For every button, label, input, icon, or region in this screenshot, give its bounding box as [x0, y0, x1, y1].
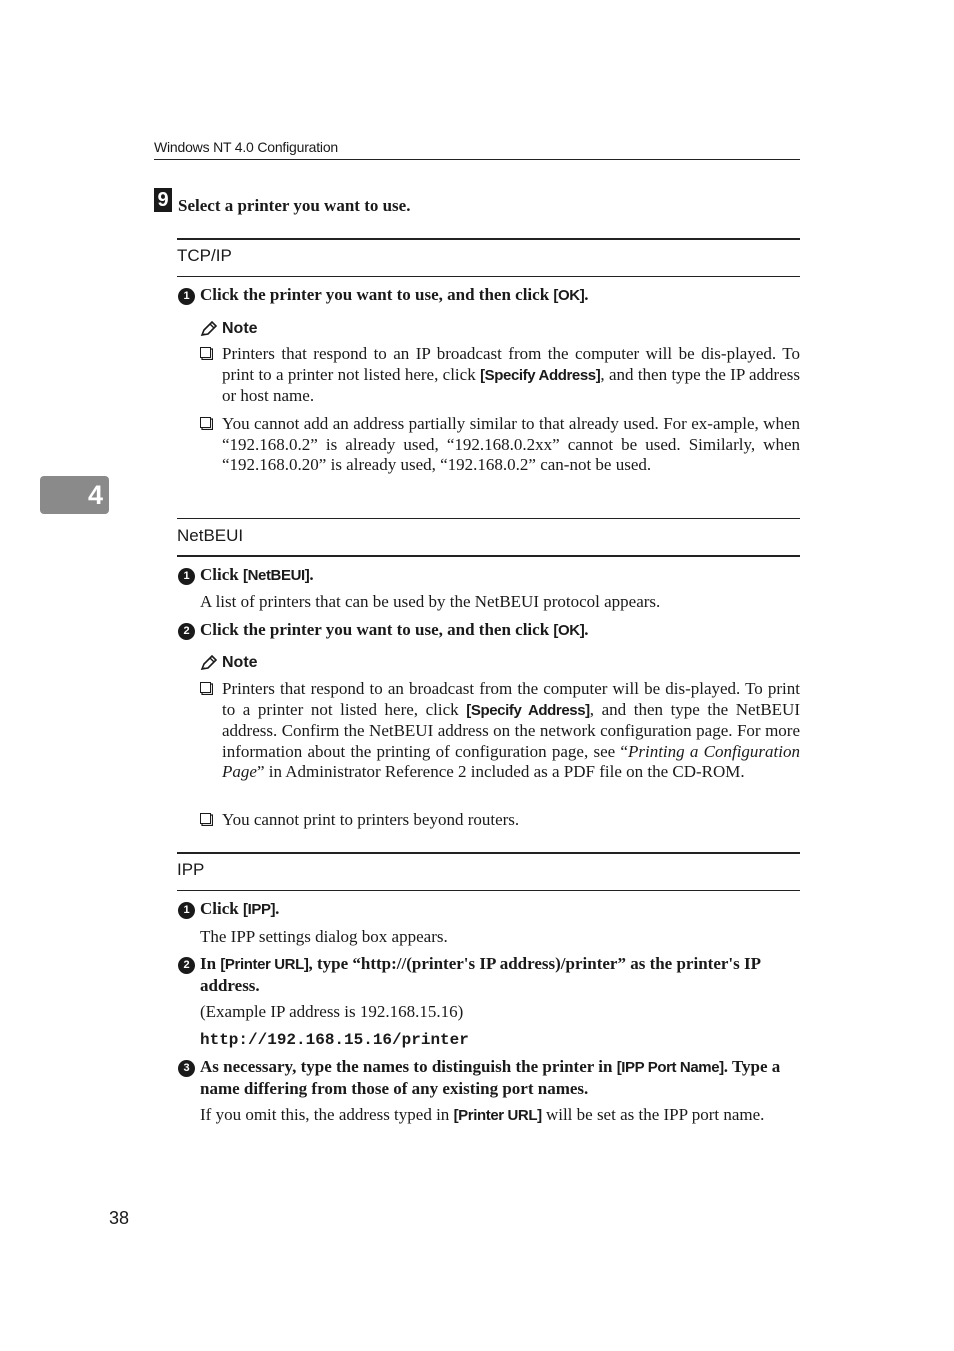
- checkbox-bullet-icon: [200, 347, 213, 360]
- tcpip-note-2: You cannot add an address partially similar to that already used. For ex-ample, when “192.168.0.2” is already used, “192.168.0.2xx” cannot be used. Similarly, when “192.168.0.20” is already used, “192.168.0.2” can-not be used.: [222, 414, 800, 475]
- section-rule-top: [177, 518, 800, 519]
- step-number-badge: 9: [154, 188, 172, 212]
- document-reference: Printing a Configuration Page: [222, 741, 800, 782]
- netbeui-note-2: You cannot print to printers beyond routers.: [222, 810, 520, 829]
- substep-number-badge: 2: [178, 623, 195, 640]
- substep-number-badge: 1: [178, 568, 195, 585]
- ipp-example-url: http://192.168.15.16/printer: [200, 1031, 469, 1049]
- ipp-substep-1: Click [IPP].: [200, 899, 280, 918]
- note-heading: Note: [200, 654, 258, 672]
- ipp-substep-3-description: If you omit this, the address typed in [Printer URL] will be set as the IPP port name.: [200, 1105, 765, 1124]
- ipp-substep-2: In [Printer URL], type “http://(printer's IP address)/printer” as the printer's IP address.: [200, 954, 761, 995]
- substep-number-badge: 2: [178, 957, 195, 974]
- printer-url-field-ref: [Printer URL]: [453, 1107, 542, 1124]
- section-title-tcpip: TCP/IP: [177, 246, 232, 265]
- note-heading: Note: [200, 320, 258, 338]
- section-rule-top: [177, 238, 800, 240]
- section-rule-bottom: [177, 276, 800, 277]
- substep-number-badge: 1: [178, 288, 195, 305]
- ipp-port-name-field-ref: [IPP Port Name]: [616, 1059, 724, 1076]
- section-rule-bottom: [177, 555, 800, 557]
- step-instruction: Select a printer you want to use.: [178, 196, 411, 215]
- pencil-note-icon: [200, 655, 218, 671]
- section-title-ipp: IPP: [177, 860, 205, 879]
- ok-button-ref: [OK]: [553, 287, 585, 304]
- specify-address-button-ref: [Specify Address]: [466, 701, 590, 719]
- ipp-substep-1-description: The IPP settings dialog box appears.: [200, 927, 448, 946]
- substep-number-badge: 1: [178, 902, 195, 919]
- specify-address-button-ref: [Specify Address]: [480, 366, 601, 384]
- ipp-substep-3: As necessary, type the names to distinguish the printer in [IPP Port Name]. Type a name differing from those of any existing port names.: [200, 1057, 781, 1098]
- netbeui-substep-1: Click [NetBEUI].: [200, 565, 314, 584]
- tcpip-substep-1: Click the printer you want to use, and then click [OK].: [200, 285, 589, 304]
- header-rule: [154, 159, 800, 160]
- netbeui-substep-1-description: A list of printers that can be used by the NetBEUI protocol appears.: [200, 592, 661, 611]
- printer-url-field-ref: [Printer URL]: [220, 956, 309, 973]
- running-header: Windows NT 4.0 Configuration: [154, 139, 339, 155]
- netbeui-button-ref: [NetBEUI]: [242, 567, 310, 584]
- checkbox-bullet-icon: [200, 682, 213, 695]
- section-rule-top: [177, 852, 800, 854]
- section-title-netbeui: NetBEUI: [177, 526, 244, 545]
- chapter-tab: 4: [40, 476, 109, 514]
- checkbox-bullet-icon: [200, 813, 213, 826]
- page-number: 38: [109, 1208, 130, 1228]
- section-rule-bottom: [177, 890, 800, 891]
- netbeui-note-1: Printers that respond to an broadcast from the computer will be dis-played. To print to a printer not listed here, click [Specify Address], and then type the NetBEUI address. Confirm the NetBEUI address on the network configuration page. For more information about the printing of configuration page, see “Printing a Configuration Page” in Administrator Reference 2 included as a PDF file on the CD-ROM.: [222, 679, 800, 782]
- tcpip-note-1: Printers that respond to an IP broadcast from the computer will be dis-played. To print to a printer not listed here, click [Specify Address], and then type the IP address or host name.: [222, 344, 800, 406]
- ok-button-ref: [OK]: [553, 622, 585, 639]
- ipp-button-ref: [IPP]: [242, 901, 276, 918]
- substep-number-badge: 3: [178, 1060, 195, 1077]
- netbeui-substep-2: Click the printer you want to use, and then click [OK].: [200, 620, 589, 639]
- pencil-note-icon: [200, 321, 218, 337]
- ipp-example-caption: (Example IP address is 192.168.15.16): [200, 1002, 464, 1021]
- checkbox-bullet-icon: [200, 417, 213, 430]
